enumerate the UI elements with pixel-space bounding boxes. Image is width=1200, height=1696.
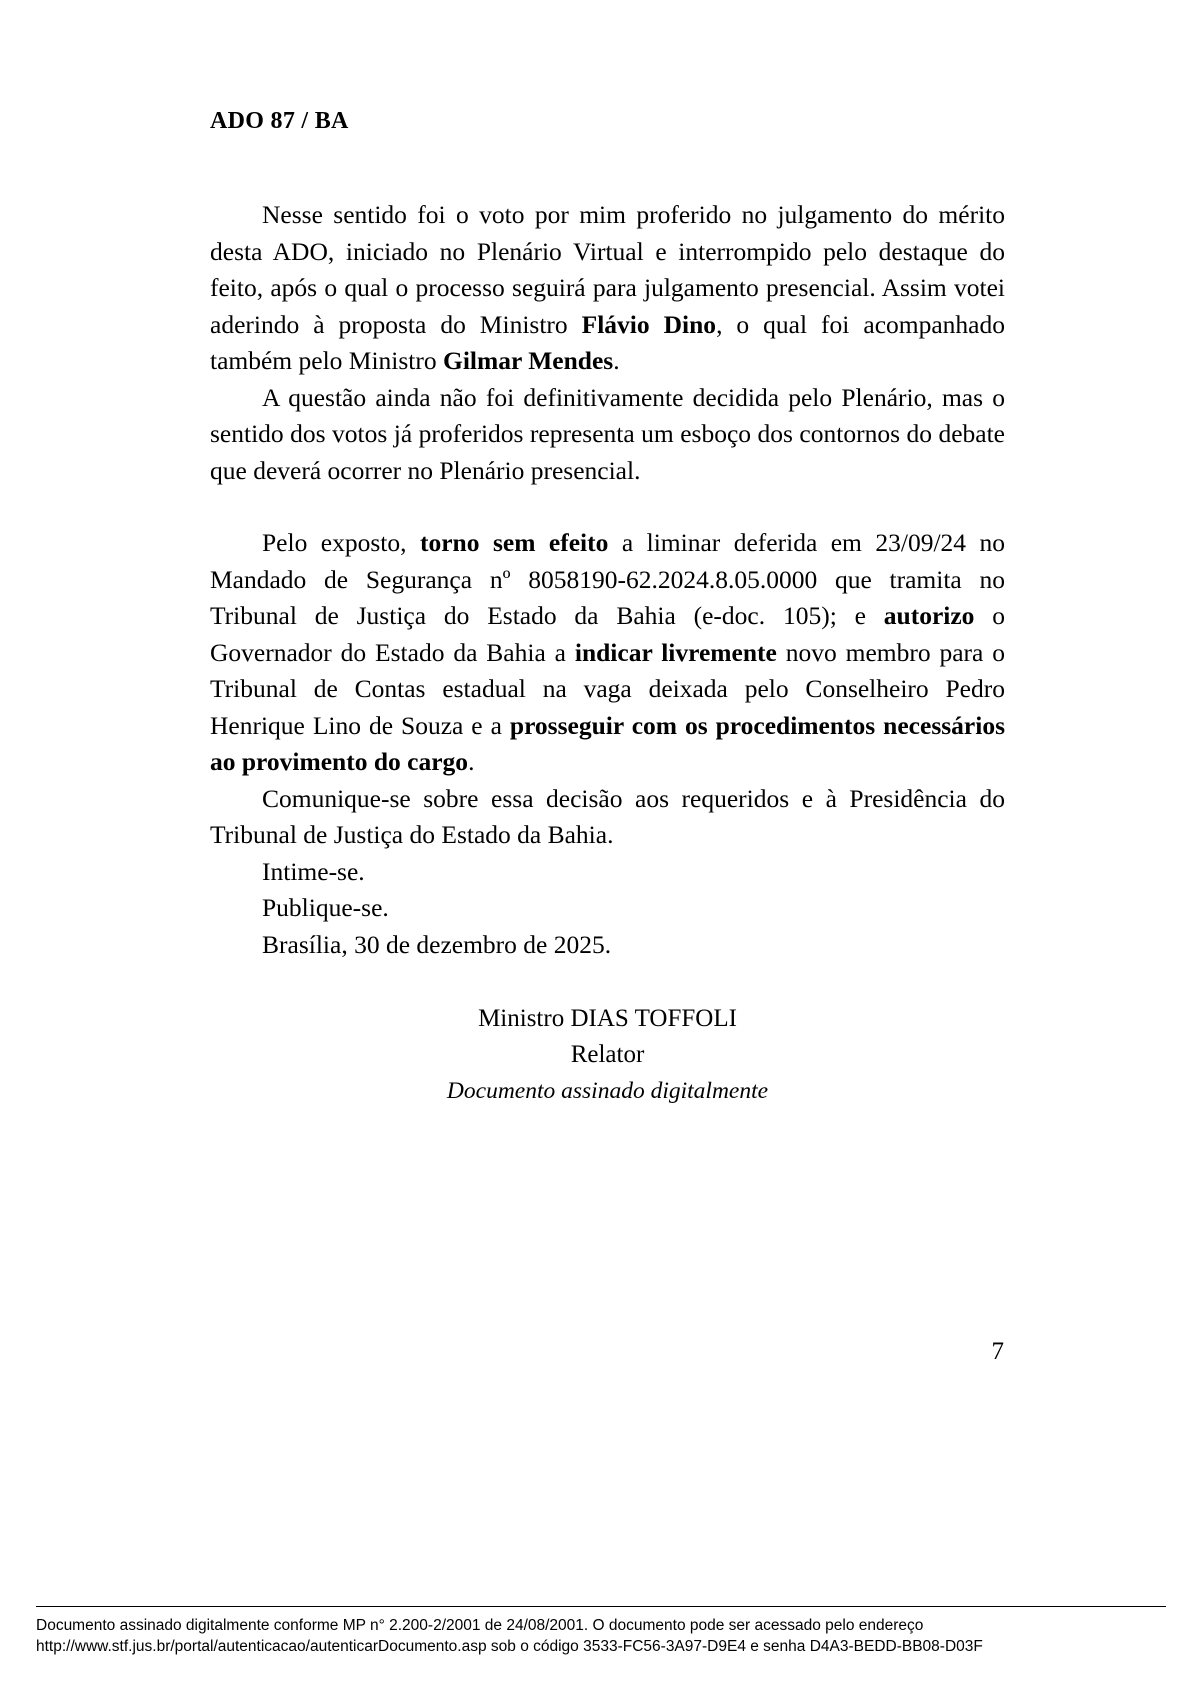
paragraph-p6 [210, 890, 1005, 927]
body-text: , o qual foi acompanhado também pelo Ministro [210, 309, 1005, 375]
body-text: A questão ainda não foi definitivamente decidida pelo Plenário, mas o sentido dos votos já proferidos representa um esboço dos contornos do debate que deverá ocorrer no Plenário presencial. [210, 382, 1005, 485]
page-number: 7 [991, 1338, 1004, 1365]
paragraph-p3 [210, 525, 1005, 781]
paragraph-container [210, 197, 1005, 963]
paragraph-p4 [210, 781, 1005, 854]
document-footer [36, 1606, 1166, 1657]
signature-role: Relator [570, 1041, 645, 1068]
emphasis-text: Gilmar Mendes [443, 346, 614, 375]
body-text: Intime-se. [262, 856, 365, 886]
emphasis-text: torno sem efeito [419, 528, 609, 557]
body-text: . [613, 346, 620, 375]
signature-block [210, 1001, 1005, 1109]
paragraph-p7 [210, 927, 1005, 964]
signature-name: Ministro DIAS TOFFOLI [478, 1005, 737, 1032]
case-header: ADO 87 / BA [210, 108, 349, 134]
body-text: Pelo exposto, [262, 528, 420, 557]
emphasis-text: indicar livremente [574, 637, 777, 667]
body-text: a liminar deferida em 23/09/24 no Mandado de Segurança nº 8058190-62.2024.8.05.0000 que tramita no Tribunal de Justiça do Estado da Bahia (e-doc. 105); e [210, 528, 1005, 630]
footer-line-1: Documento assinado digitalmente conforme MP n° 2.200-2/2001 de 24/08/2001. O documento pode ser acessado pelo endereço [36, 1617, 924, 1634]
paragraph-p5 [210, 854, 1005, 891]
body-text: novo membro para o Tribunal de Contas estadual na vaga deixada pelo Conselheiro Pedro Henrique Lino de Souza e a [210, 637, 1006, 740]
body-text: Publique-se. [262, 893, 389, 922]
body-text: Comunique-se sobre essa decisão aos requeridos e à Presidência do Tribunal de Justiça do Estado da Bahia. [210, 783, 1005, 849]
emphasis-text: prosseguir com os procedimentos necessários ao provimento do cargo [210, 710, 1005, 776]
paragraph-p2 [210, 380, 1005, 490]
body-text: Brasília, 30 de dezembro de 2025. [262, 929, 612, 959]
paragraph-p1 [210, 197, 1005, 380]
signature-note: Documento assinado digitalmente [446, 1078, 769, 1104]
body-text: o Governador do Estado da Bahia a [210, 601, 1005, 667]
emphasis-text: autorizo [883, 601, 975, 630]
emphasis-text: Flávio Dino [581, 309, 717, 339]
document-body [210, 108, 1005, 1109]
footer-line-2: http://www.stf.jus.br/portal/autenticacao/autenticarDocumento.asp sob o código 3533-FC56-3A97-D9E4 e senha D4A3-BEDD-BB08-D03F [36, 1638, 983, 1655]
body-text: . [468, 747, 475, 776]
body-text: Nesse sentido foi o voto por mim proferido no julgamento do mérito desta ADO, iniciado no Plenário Virtual e interrompido pelo destaque do feito, após o qual o processo seguirá para julgamento presencial. Assim votei aderindo à proposta do Ministro [210, 200, 1005, 339]
